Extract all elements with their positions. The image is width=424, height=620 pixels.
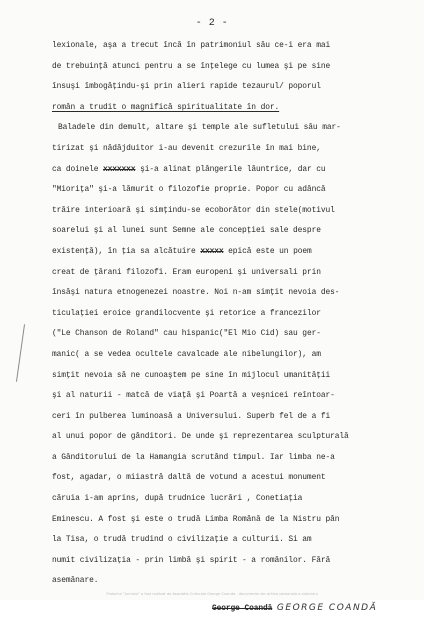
struck-word: xxxxx <box>200 246 224 256</box>
text-line: "Mioriţa" şi-a lămurit o filozofie proprie. Popor cu adâncă <box>52 185 326 195</box>
text-line: manic( a se vedea ocultele cavalcade ale nibelungilor), am <box>52 349 321 359</box>
text-line: lexionale, aşa a trecut încă în patrimoniul său ce-i era mai <box>52 41 331 50</box>
archive-footer: Proiectul "Jurnalul" a fost realizat de Asociatia Culturala George Coanda - documente din arhiva personala a autorului <box>106 592 318 596</box>
underlined-phrase: român a trudit o magnifică spiritualitate în dor. <box>52 102 280 112</box>
text-line: simţit nevoia să ne cunoaştem pe sine în mijlocul umanităţii <box>52 370 331 380</box>
text-line: trăire interioară şi simţindu-se ecoborâtor din stele(motivul <box>52 205 335 215</box>
text-line: ca doinele xxxxxxx şi-a alinat plângerile lăuntrice, dar cu <box>52 164 326 174</box>
text-line: fost, agadar, o miiastră daltă de votund a acestui monument <box>52 473 326 483</box>
text-line: ticulaţiei eroice grandilocvente şi retorice a francezilor <box>52 308 321 318</box>
text-line: căruia i-am aprins, după trudnice lucrări , Conetiaţia <box>52 494 303 504</box>
page-number: - 2 - <box>195 18 229 29</box>
text-line: ("Le Chanson de Roland" cau hispanic("El Mio Cid) sau ger- <box>52 329 321 339</box>
text-line: la Tisa, o trudă trudind o civilizaţie a culturii. Si am <box>52 535 312 545</box>
text-line: Eminescu. A fost şi este o trudă Limba Română de la Nistru pân <box>52 514 340 524</box>
text-line-underlined <box>52 98 398 119</box>
typed-signature: George Coandă <box>212 604 273 614</box>
text-line: Baladele din demult, altare şi temple ale sufletului său mar- <box>58 123 341 133</box>
text-line: însăşi natura etnogenezei noastre. Noi n-am simţit nevoia des- <box>52 288 340 298</box>
text-line: creat de ţărani filozofi. Eram europeni şi universali prin <box>52 267 321 277</box>
text-line: de trebuinţă atunci pentru a se înţelege cu lumea şi pe sine <box>52 61 331 71</box>
signature-line <box>52 598 398 619</box>
text-line: asemănare. <box>52 576 99 586</box>
struck-word: xxxxxxx <box>103 164 136 174</box>
text-line: a Gânditorului de la Hamangia scrutând timpul. Iar limba ne-a <box>52 452 335 462</box>
typewritten-body <box>52 36 398 619</box>
text-line: numit civilizaţia - prin limbă şi spirit - a românilor. Fără <box>52 555 331 565</box>
handwritten-signature: GEORGE COANDĂ <box>276 603 378 614</box>
text-line: însuşi îmbogăţindu-şi prin alieri rapide tezaurul/ poporul <box>52 82 321 92</box>
text-line: al unui popor de gânditori. De unde şi reprezentarea sculpturală <box>52 432 349 442</box>
margin-pencil-mark <box>16 324 25 382</box>
text-line: tirizat şi nădăjduitor i-au devenit crezurile în mai bine, <box>52 143 321 153</box>
text-line: existenţă), în ţia sa alcătuire xxxxx epică este un poem <box>52 246 312 256</box>
text-line: şi al naturii - matcă de viaţă şi Poartă a veşnicei reîntoar- <box>52 391 335 401</box>
text-line: soarelui şi al lunei sunt Semne ale concepţiei sale despre <box>52 226 321 236</box>
text-line: ceri în pulberea luminoasă a Universului. Superb fel de a fi <box>52 411 331 421</box>
